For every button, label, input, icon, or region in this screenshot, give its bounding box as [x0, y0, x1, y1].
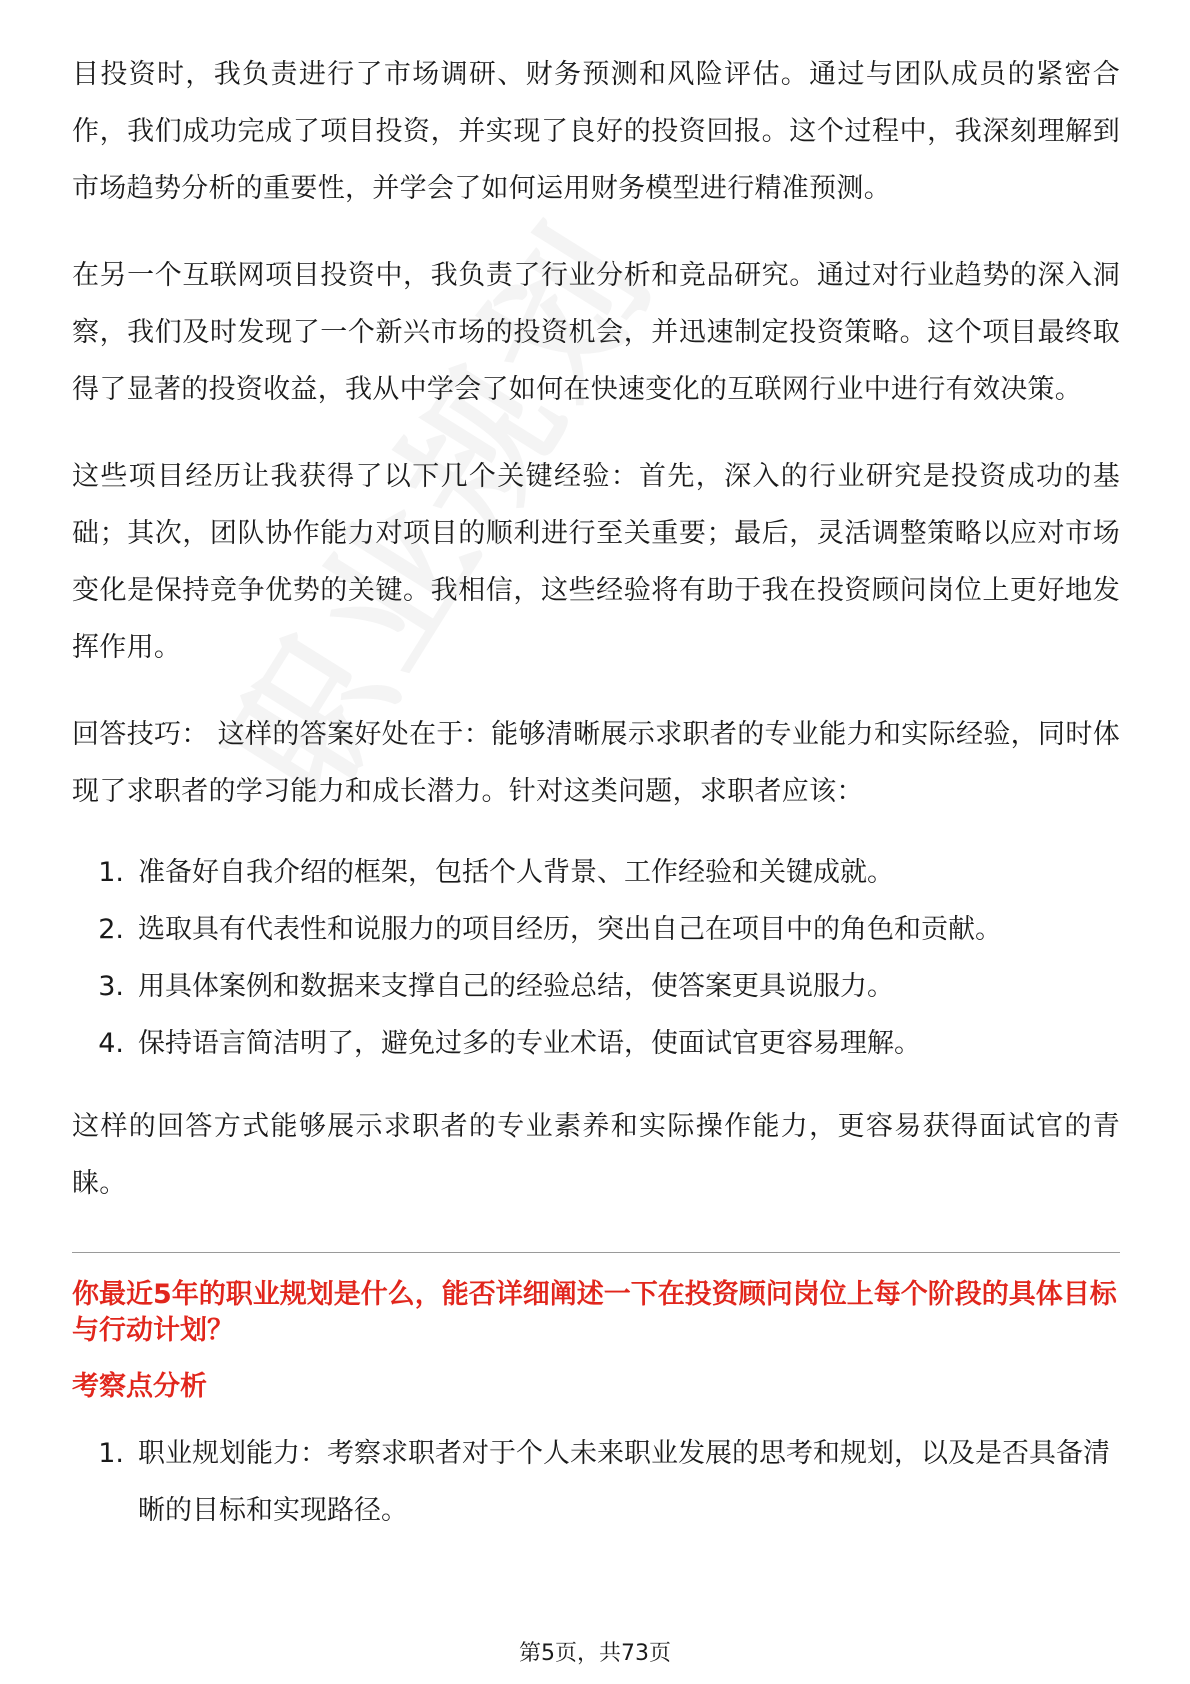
- analysis-heading: 考察点分析: [72, 1371, 207, 1402]
- page-number: 第5页，共73页: [519, 1641, 671, 1666]
- list-item: [72, 1425, 1120, 1539]
- list-item: [72, 958, 1120, 1015]
- list-number: 4.: [98, 1028, 124, 1059]
- list-text: 准备好自我介绍的框架，包括个人背景、工作经验和关键成就。: [138, 857, 894, 888]
- paragraph: 目投资时，我负责进行了市场调研、财务预测和风险评估。通过与团队成员的紧密合作，我们成功完成了项目投资，并实现了良好的投资回报。这个过程中，我深刻理解到市场趋势分析的重要性，并学会了如何运用财务模型进行精准预测。: [72, 59, 1120, 204]
- list-text: 保持语言简洁明了，避免过多的专业术语，使面试官更容易理解。: [138, 1028, 921, 1059]
- list-number: 1.: [98, 1438, 124, 1469]
- list-text: 职业规划能力：考察求职者对于个人未来职业发展的思考和规划，以及是否具备清晰的目标和实现路径。: [138, 1438, 1110, 1526]
- list-number: 1.: [98, 857, 124, 888]
- section-divider: [72, 1252, 1120, 1253]
- analysis-list: [72, 1425, 1120, 1539]
- list-text: 用具体案例和数据来支撑自己的经验总结，使答案更具说服力。: [138, 971, 894, 1002]
- list-text: 选取具有代表性和说服力的项目经历，突出自己在项目中的角色和贡献。: [138, 914, 1002, 945]
- document-body: [72, 46, 1120, 1539]
- closing-paragraph: 这样的回答方式能够展示求职者的专业素养和实际操作能力，更容易获得面试官的青睐。: [72, 1111, 1120, 1199]
- list-item: [72, 844, 1120, 901]
- list-item: [72, 901, 1120, 958]
- interview-question: 你最近5年的职业规划是什么，能否详细阐述一下在投资顾问岗位上每个阶段的具体目标与行动计划？: [72, 1279, 1117, 1346]
- list-number: 3.: [98, 971, 124, 1002]
- paragraph: 这些项目经历让我获得了以下几个关键经验：首先，深入的行业研究是投资成功的基础；其次，团队协作能力对项目的顺利进行至关重要；最后，灵活调整策略以应对市场变化是保持竞争优势的关键。我相信，这些经验将有助于我在投资顾问岗位上更好地发挥作用。: [72, 461, 1120, 663]
- answer-tips: 回答技巧： 这样的答案好处在于：能够清晰展示求职者的专业能力和实际经验，同时体现了求职者的学习能力和成长潜力。针对这类问题，求职者应该：: [72, 719, 1120, 807]
- tips-list: [72, 844, 1120, 1072]
- paragraph: 在另一个互联网项目投资中，我负责了行业分析和竞品研究。通过对行业趋势的深入洞察，我们及时发现了一个新兴市场的投资机会，并迅速制定投资策略。这个项目最终取得了显著的投资收益，我从中学会了如何在快速变化的互联网行业中进行有效决策。: [72, 260, 1120, 405]
- list-number: 2.: [98, 914, 124, 945]
- list-item: [72, 1015, 1120, 1072]
